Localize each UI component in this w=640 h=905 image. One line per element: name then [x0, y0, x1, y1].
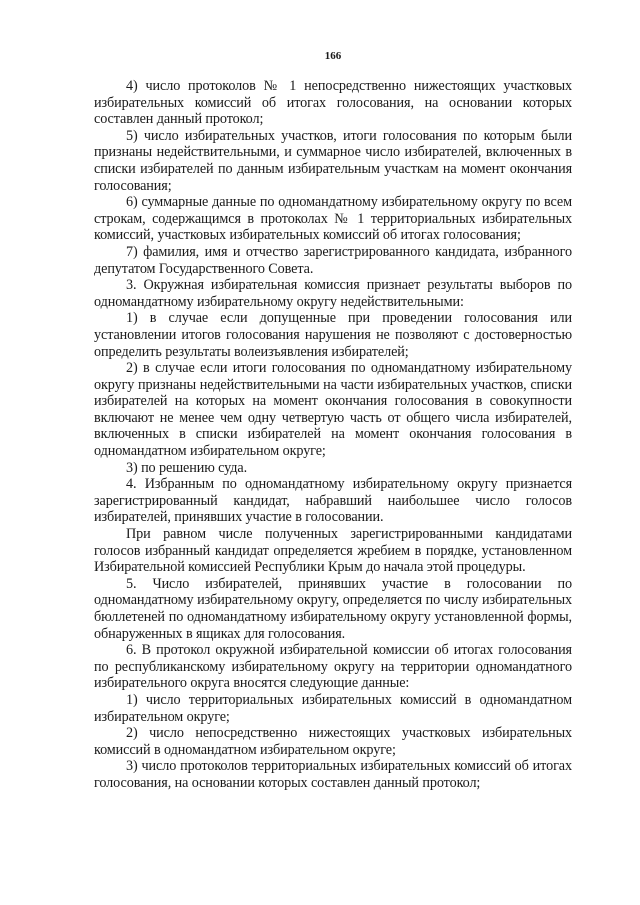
paragraph-section-5: 5. Число избирателей, принявших участие в голосовании по одномандатному избирательному округу, определяется по числу избирательных бюллетеней по одномандатному избирательному округу установленной формы, обнаруженных в ящиках для голосования.: [94, 575, 572, 642]
paragraph-section-3-item-3: 3) по решению суда.: [126, 459, 248, 476]
paragraph-section-3-item-2: 2) в случае если итоги голосования по одномандатному избирательному округу признаны недействительными на части избирательных участков, списки избирателей на которых на момент окончания голосования в совокупности включают не менее чем одну четвертую часть от общего числа избирателей, включенных в списки избирателей на момент окончания голосования в одномандатном избирательном округе;: [94, 360, 572, 460]
paragraph-section-3: 3. Окружная избирательная комиссия признает результаты выборов по одномандатному избирательному округу недействительными:: [94, 277, 572, 310]
page-number: 166: [324, 50, 342, 62]
paragraph-7-elected-candidate: 7) фамилия, имя и отчество зарегистрированного кандидата, избранного депутатом Государственного Совета.: [94, 243, 572, 277]
paragraph-5-invalid-precincts: 5) число избирательных участков, итоги голосования по которым были признаны недействительными, и суммарное число избирателей, включенных в списки избирателей по данным избирательным участкам на момент окончания голосования;: [94, 127, 572, 194]
paragraph-section-6-item-3: 3) число протоколов территориальных избирательных комиссий об итогах голосования, на основании которых составлен данный протокол;: [94, 758, 572, 791]
paragraph-4-protocol-count: 4) число протоколов № 1 непосредственно нижестоящих участковых избирательных комиссий об итогах голосования, на основании которых составлен данный протокол;: [94, 78, 572, 128]
paragraph-section-6-item-1: 1) число территориальных избирательных комиссий в одномандатном избирательном округе;: [94, 691, 572, 725]
paragraph-section-3-item-1: 1) в случае если допущенные при проведении голосования или установлении итогов голосования нарушения не позволяют с достоверностью определить результаты волеизъявления избирателей;: [94, 310, 572, 360]
paragraph-section-6-item-2: 2) число непосредственно нижестоящих участковых избирательных комиссий в одномандатном избирательном округе;: [94, 725, 572, 758]
paragraph-section-4: 4. Избранным по одномандатному избирательному округу признается зарегистрированный кандидат, набравший наибольшее число голосов избирателей, принявших участие в голосовании.: [94, 476, 572, 526]
paragraph-tie-rule: При равном числе полученных зарегистрированными кандидатами голосов избранный кандидат определяется жребием в порядке, установленном Избирательной комиссией Республики Крым до начала этой процедуры.: [94, 526, 572, 576]
paragraph-section-6: 6. В протокол окружной избирательной комиссии об итогах голосования по республиканскому избирательному округу на территории одномандатного избирательного округа вносятся следующие данные:: [94, 642, 572, 692]
paragraph-6-summary-data: 6) суммарные данные по одномандатному избирательному округу по всем строкам, содержащимся в протоколах № 1 территориальных избирательных комиссий, участковых избирательных комиссий об итогах голосования;: [94, 194, 572, 244]
